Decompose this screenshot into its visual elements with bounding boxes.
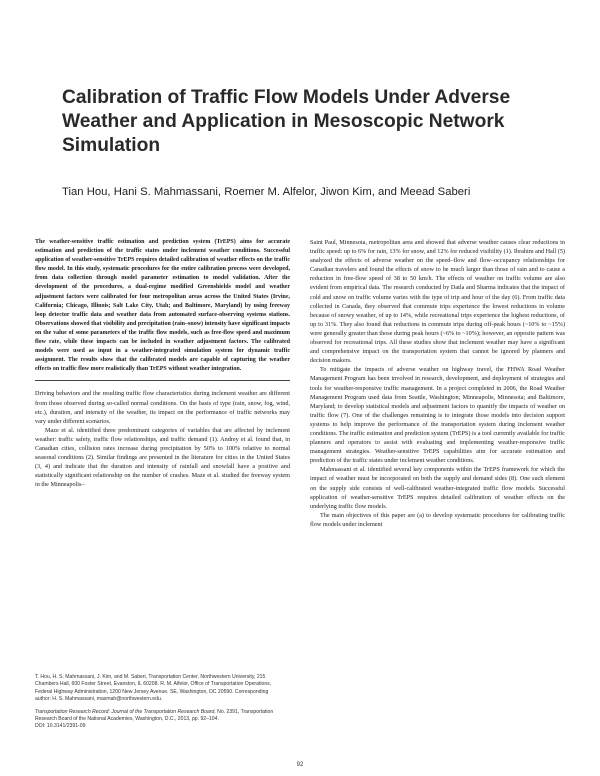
body-paragraph: Mahmassani et al. identified several key components within the TrEPS framework for which the impact of weather must be incorporated on both the supply and demand sides (8). One such element on the supply side consists of well-calibrated weather-integrated traffic flow models. Successful application of weather-sensitive TrEPS requires detailed calibration of weather effects on the underlying traffic flow models. [310, 466, 565, 510]
paper-title: Calibration of Traffic Flow Models Under Adverse Weather and Application in Mesoscopic Network Simulation [62, 87, 511, 156]
journal-citation [35, 709, 285, 724]
journal-issue: No. 2391, Transportation Research Board of the National Academies, Washington, D.C., 2013, pp. 92–104. [35, 708, 274, 723]
doi: DOI: 10.3141/2391-09 [35, 723, 86, 730]
journal-name: Transportation Research Record: Journal of the Transportation Research Board, [35, 708, 216, 715]
author-list: Tian Hou, Hani S. Mahmassani, Roemer M. Alfelor, Jiwon Kim, and Meead Saberi [62, 186, 471, 198]
body-paragraph: To mitigate the impacts of adverse weather on highway travel, the FHWA Road Weather Management Program has been involved in research, development, and deployment of strategies and tools for weather-responsive traffic management. In a project completed in 2006, the Road Weather Management Program used data from Seattle, Washington; Minneapolis, Minnesota; and Baltimore, Maryland; to develop statistical models and adjustment factors to quantify the impacts of weather on traffic flow (7). One of the challenges remaining is to integrate those models into decision support systems to help improve the performance of the transportation system during inclement weather conditions. The traffic estimation and prediction system (TrEPS) is a tool currently available for traffic planners and operators to assist with evaluating and implementing weather-responsive traffic management strategies. Weather-sensitive TrEPS capabilities aim for accurate estimation and prediction of the traffic states under inclement weather conditions. [310, 366, 565, 465]
right-column [310, 238, 565, 529]
abstract: The weather-sensitive traffic estimation and prediction system (TrEPS) aims for accurate estimation and prediction of the traffic states under inclement weather conditions. Successful application of weather-sensitive TrEPS requires detailed calibration of weather effects on the traffic flow model. In this study, systematic procedures for the entire calibration process were developed, from data collection through model parameter estimation to model validation. After the development of the procedures, a dual-regime modified Greenshields model and weather adjustment factors were calibrated for four metropolitan areas across the United States (Irvine, California; Chicago, Illinois; Salt Lake City, Utah; and Baltimore, Maryland) by using freeway loop detector traffic data and weather data from automated surface-observing systems stations. Observations showed that visibility and precipitation (rain–snow) intensity have significant impacts on the value of some parameters of the traffic flow models, such as free-flow speed and maximum flow rate, while these impacts can be included in weather adjustment factors. The calibrated models were used as input in a weather-integrated simulation system for dynamic traffic assignment. The results show that the calibrated models are capable of capturing the weather effects on traffic flow more realistically than TrEPS without weather integration. [35, 239, 290, 373]
body-paragraph: Driving behaviors and the resulting traffic flow characteristics during inclement weather are different from those observed during so-called normal conditions. On the basis of type (rain, snow, fog, wind, etc.), duration, and intensity of the weather, its impact on the performance of traffic networks may vary under different scenarios. [35, 390, 290, 425]
left-body-text [35, 389, 290, 489]
body-paragraph: The main objectives of this paper are (a) to develop systematic procedures for calibrating traffic flow models under inclement [310, 511, 565, 528]
body-paragraph: Saint Paul, Minnesota, metropolitan area and showed that adverse weather causes clear reductions in traffic speed: up to 6% for rain, 13% for snow, and 12% for reduced visibility (1). Ibrahim and Hall (5) analyzed the effects of adverse weather on the speed–flow and flow–occupancy relationships for Canadian travelers and found the effects of snow to be much larger than those of rain and to cause a reduction in free-flow speed of 38 to 50 km/h. The effects of weather on traffic volume are also evident from empirical data. The research conducted by Datla and Sharma indicates that the impact of cold and snow on traffic volume varies with the type of trip and hour of the day (6). From traffic data collected in Canada, they observed that commute trips experience the lowest reductions in volume because of snowy weather, of up to 14%, while recreational trips experience the highest reductions, of up to 31%. They also found that reductions in commute trips during off-peak hours (~10% to ~15%) were generally greater than those during peak hours (~6% to ~10%); however, an opposite pattern was observed for recreational trips. All these studies show that inclement weather may have a significant and comprehensive impact on the transportation system that cannot be ignored by planners and decision makers. [310, 239, 565, 365]
page-number: 92 [296, 762, 304, 768]
abstract-divider [35, 380, 290, 381]
left-column [35, 238, 290, 489]
author-affiliations: T. Hou, H. S. Mahmassani, J. Kim, and M. Saberi, Transportation Center, Northwestern University, 215 Chambers Hall, 600 Foster Street, Evanston, IL 60208. R. M. Alfelor, Office of Transportation Operations, Federal Highway Administration, 1200 New Jersey Avenue, SE, Washington, DC 20590. Corresponding author: H. S. Mahmassani, masmah@northwestern.edu. [35, 674, 272, 703]
body-paragraph: Maze et al. identified three predominant categories of variables that are affected by inclement weather: traffic safety, traffic flow relationships, and traffic demand (1). Andrey et al. found that, in Canadian cities, collision rates increase during precipitation by 50% to 100% relative to normal seasonal conditions (2). Similar findings are presented in the literature for cities in the United States (3, 4) and indicate that the duration and intensity of rainfall and snowfall have a positive and statistically significant relationship on the number of crashes. Maze et al. studied the freeway system in the Minneapolis– [35, 426, 290, 489]
footnote [35, 674, 285, 731]
